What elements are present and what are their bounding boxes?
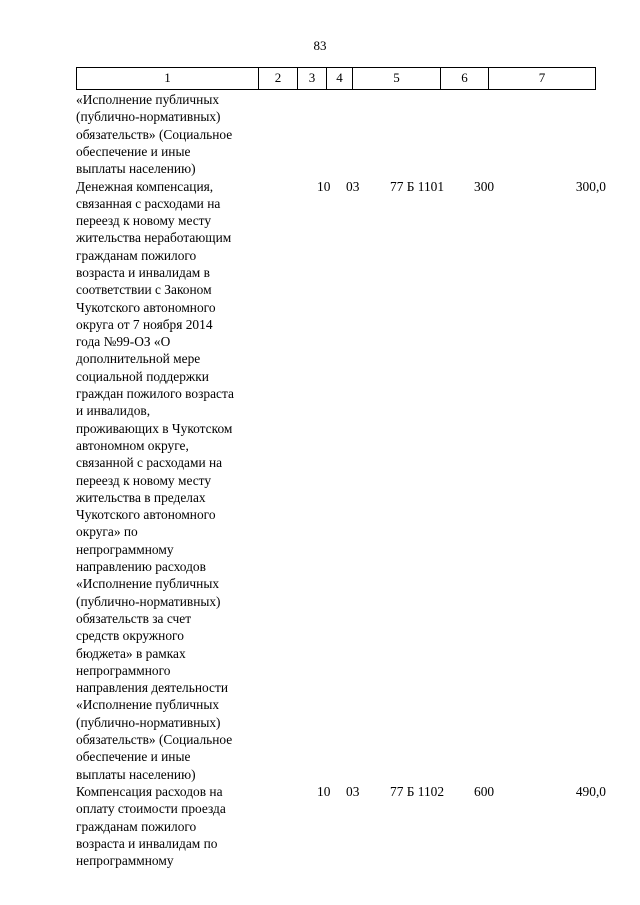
description-line: «Исполнение публичных bbox=[76, 92, 220, 107]
cell-section: 10 bbox=[317, 784, 331, 799]
table-header-row bbox=[76, 67, 596, 90]
column-header-7: 7 bbox=[489, 68, 596, 89]
column-header-5: 5 bbox=[353, 68, 441, 89]
description-line: связанная с расходами на bbox=[76, 195, 221, 211]
description-line: обязательств» (Социальное bbox=[76, 126, 233, 142]
description-line: дополнительной мере bbox=[76, 351, 201, 367]
description-line: переезд к новому месту bbox=[76, 472, 212, 488]
description-line: возраста и инвалидам в bbox=[76, 264, 210, 280]
description-line: жительства в пределах bbox=[76, 489, 206, 505]
description-line: выплаты населению) bbox=[76, 161, 196, 177]
description-line: (публично-нормативных) bbox=[76, 109, 221, 125]
description-line: проживающих в Чукотском bbox=[76, 420, 233, 436]
description-line: «Исполнение публичных bbox=[76, 576, 220, 592]
description-line: и инвалидов, bbox=[76, 403, 151, 419]
description-line: направления деятельности bbox=[76, 680, 229, 696]
description-line: (публично-нормативных) bbox=[76, 593, 221, 609]
cell-subsection: 03 bbox=[346, 178, 360, 194]
page-number: 83 bbox=[313, 38, 327, 53]
description-line: возраста и инвалидам по bbox=[76, 835, 218, 851]
description-line: переезд к новому месту bbox=[76, 213, 212, 229]
description-line: Чукотского автономного bbox=[76, 507, 216, 523]
column-header-1: 1 bbox=[77, 68, 259, 89]
row-description bbox=[76, 783, 258, 869]
description-line: жительства неработающим bbox=[76, 230, 232, 246]
description-line: бюджета» в рамках bbox=[76, 645, 186, 661]
description-line: оплату стоимости проезда bbox=[76, 801, 226, 817]
description-line: социальной поддержки bbox=[76, 368, 209, 384]
description-line: года №99-ОЗ «О bbox=[76, 334, 171, 350]
cell-amount: 490,0 bbox=[575, 784, 606, 799]
description-line: обязательств» (Социальное bbox=[76, 732, 233, 747]
description-line: автономном округе, bbox=[76, 437, 189, 453]
cell-subsection: 03 bbox=[346, 784, 360, 799]
description-line: гражданам пожилого bbox=[76, 247, 197, 263]
description-line: граждан пожилого возраста bbox=[76, 386, 234, 402]
cell-target-article: 77 Б 1102 bbox=[390, 784, 445, 799]
description-line: непрограммному bbox=[76, 541, 174, 557]
description-line: обеспечение и иные bbox=[76, 749, 191, 765]
description-line: (публично-нормативных) bbox=[76, 714, 221, 730]
description-line: обязательств за счет bbox=[76, 610, 192, 626]
cell-amount: 300,0 bbox=[575, 178, 606, 194]
description-line: Денежная компенсация, bbox=[76, 178, 214, 194]
description-line: «Исполнение публичных bbox=[76, 697, 220, 713]
row-description bbox=[76, 178, 258, 783]
description-line: выплаты населению) bbox=[76, 766, 196, 782]
description-line: округа от 7 ноября 2014 bbox=[76, 316, 213, 332]
cell-target-article: 77 Б 1101 bbox=[390, 178, 445, 194]
description-line: округа» по bbox=[76, 524, 138, 540]
description-line: Компенсация расходов на bbox=[76, 784, 223, 799]
cell-expense-type: 600 bbox=[474, 784, 495, 799]
column-header-3: 3 bbox=[298, 68, 327, 89]
description-line: гражданам пожилого bbox=[76, 818, 197, 834]
description-line: непрограммного bbox=[76, 662, 171, 678]
description-line: непрограммному bbox=[76, 853, 174, 869]
cell-section: 10 bbox=[317, 178, 331, 194]
description-line: направлению расходов bbox=[76, 559, 206, 575]
description-line: обеспечение и иные bbox=[76, 143, 191, 159]
column-header-2: 2 bbox=[259, 68, 298, 89]
description-line: соответствии с Законом bbox=[76, 282, 212, 298]
description-line: Чукотского автономного bbox=[76, 299, 216, 315]
column-header-6: 6 bbox=[441, 68, 489, 89]
description-line: связанной с расходами на bbox=[76, 455, 223, 471]
description-line: средств окружного bbox=[76, 628, 184, 644]
row-description bbox=[76, 91, 258, 177]
column-header-4: 4 bbox=[327, 68, 353, 89]
cell-expense-type: 300 bbox=[474, 178, 495, 194]
